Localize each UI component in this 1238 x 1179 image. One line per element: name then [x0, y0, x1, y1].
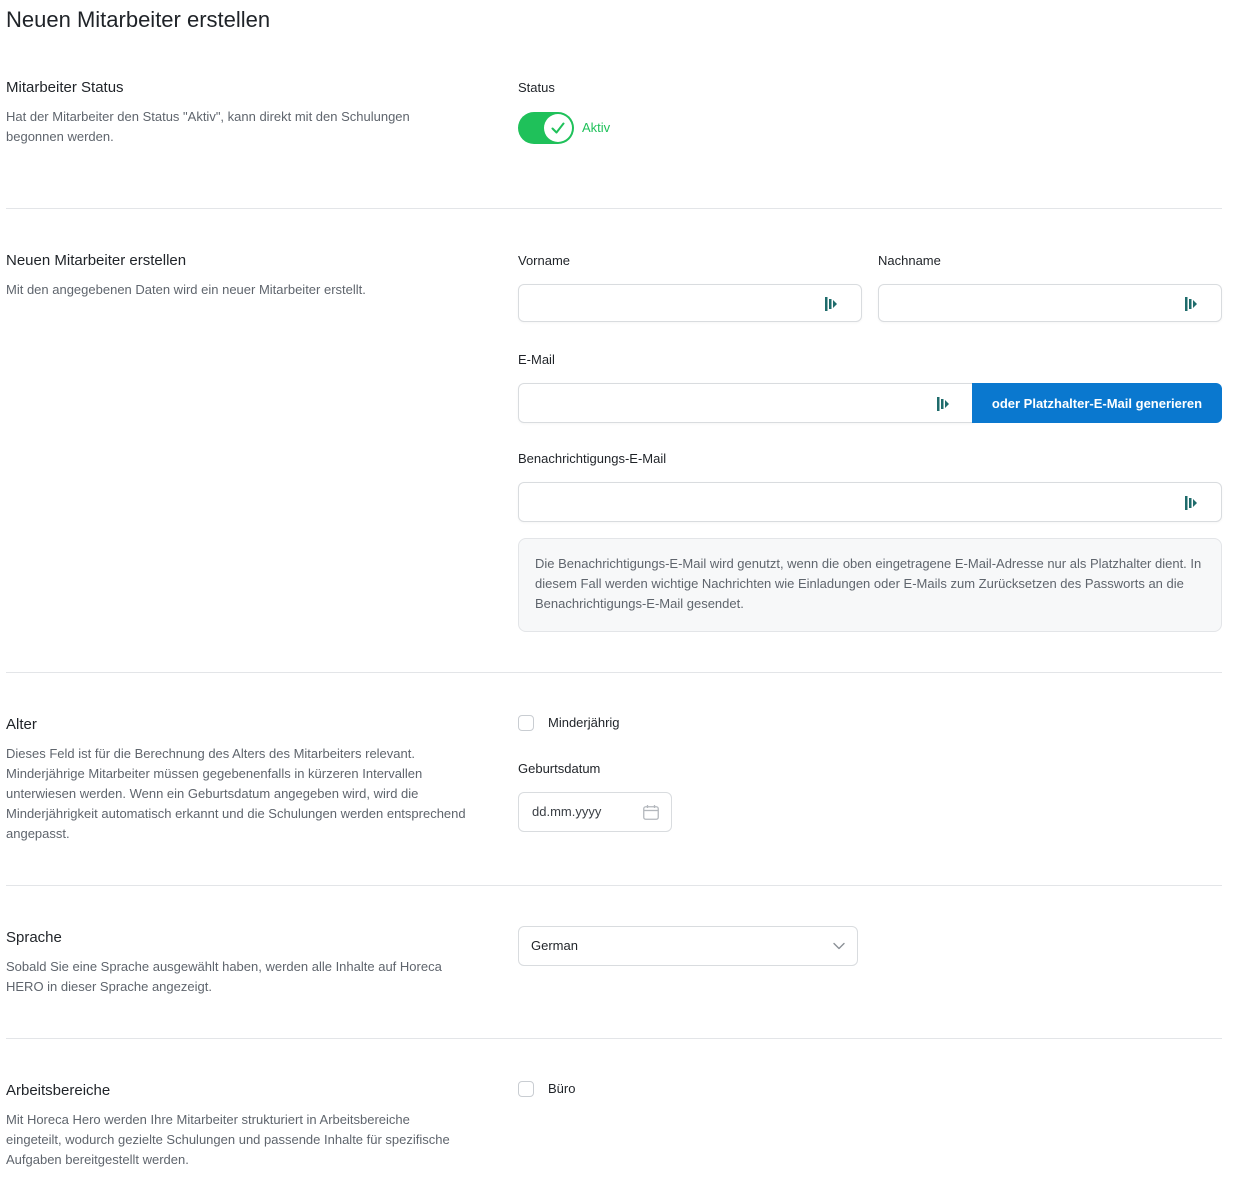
age-section-description: Dieses Feld ist für die Berechnung des Alters des Mitarbeiters relevant. Minderjährige Mitarbeiter müssen gegebenenfalls in kürzeren Intervallen unterwiesen werden. Wenn ein Geburtsdatum angegeben wird, wird die Minderjährigkeit automatisch erkannt und die Schulungen werden entsprechend angepasst. [6, 746, 466, 841]
chevron-down-icon [833, 942, 845, 950]
check-icon [549, 119, 567, 137]
status-toggle[interactable] [518, 112, 574, 144]
password-manager-icon[interactable] [937, 397, 949, 411]
birthdate-label: Geburtsdatum [518, 761, 601, 776]
create-section-title: Neuen Mitarbeiter erstellen [6, 252, 187, 269]
divider [6, 672, 1222, 673]
create-section-description: Mit den angegebenen Daten wird ein neuer Mitarbeiter erstellt. [6, 282, 366, 297]
status-section-description: Hat der Mitarbeiter den Status "Aktiv", kann direkt mit den Schulungen begonnen werden. [6, 109, 410, 144]
password-manager-icon[interactable] [1185, 496, 1197, 510]
password-manager-icon[interactable] [825, 297, 837, 311]
language-section-title: Sprache [6, 929, 62, 946]
language-select[interactable] [518, 926, 858, 966]
status-label: Status [518, 80, 555, 95]
workarea-checkbox-buero[interactable] [518, 1081, 534, 1097]
status-section-title: Mitarbeiter Status [6, 79, 124, 96]
workarea-section-title: Arbeitsbereiche [6, 1082, 111, 1099]
minor-checkbox[interactable] [518, 715, 534, 731]
notify-email-info-box [518, 538, 1222, 632]
calendar-icon[interactable] [643, 805, 659, 820]
password-manager-icon[interactable] [1185, 297, 1197, 311]
notify-email-field[interactable] [518, 482, 1222, 522]
birthdate-placeholder: dd.mm.yyyy [532, 804, 602, 819]
language-selected-value: German [531, 938, 578, 953]
language-section-description: Sobald Sie eine Sprache ausgewählt haben, werden alle Inhalte auf Horeca HERO in dieser Sprache angezeigt. [6, 959, 442, 994]
status-toggle-text: Aktiv [582, 120, 611, 135]
generate-placeholder-email-button[interactable]: oder Platzhalter-E-Mail generieren [972, 383, 1222, 423]
info-text: Die Benachrichtigungs-E-Mail wird genutzt, wenn die oben eingetragene E-Mail-Adresse nur als Platzhalter dient. In diesem Fall werden wichtige Nachrichten wie Einladungen oder E-Mails zum Zurücksetzen des Passworts an die Benachrichtigungs-E-Mail gesendet. [535, 556, 1202, 611]
email-field[interactable] [518, 383, 974, 423]
divider [6, 1038, 1222, 1039]
workarea-label-buero: Büro [548, 1081, 576, 1096]
email-label: E-Mail [518, 352, 555, 367]
age-section-title: Alter [6, 716, 37, 733]
lastname-field[interactable] [878, 284, 1222, 322]
divider [6, 208, 1222, 209]
page-title: Neuen Mitarbeiter erstellen [6, 7, 271, 32]
lastname-label: Nachname [878, 253, 941, 268]
minor-label: Minderjährig [548, 715, 620, 730]
workarea-section-description: Mit Horeca Hero werden Ihre Mitarbeiter strukturiert in Arbeitsbereiche eingeteilt, wodurch gezielte Schulungen und passende Inhalte für spezifische Aufgaben bereitgestellt werden. [6, 1112, 450, 1167]
firstname-field[interactable] [518, 284, 862, 322]
toggle-knob [544, 114, 572, 142]
notify-email-label: Benachrichtigungs-E-Mail [518, 451, 667, 466]
divider [6, 885, 1222, 886]
firstname-label: Vorname [518, 253, 571, 268]
birthdate-field[interactable] [518, 792, 672, 832]
